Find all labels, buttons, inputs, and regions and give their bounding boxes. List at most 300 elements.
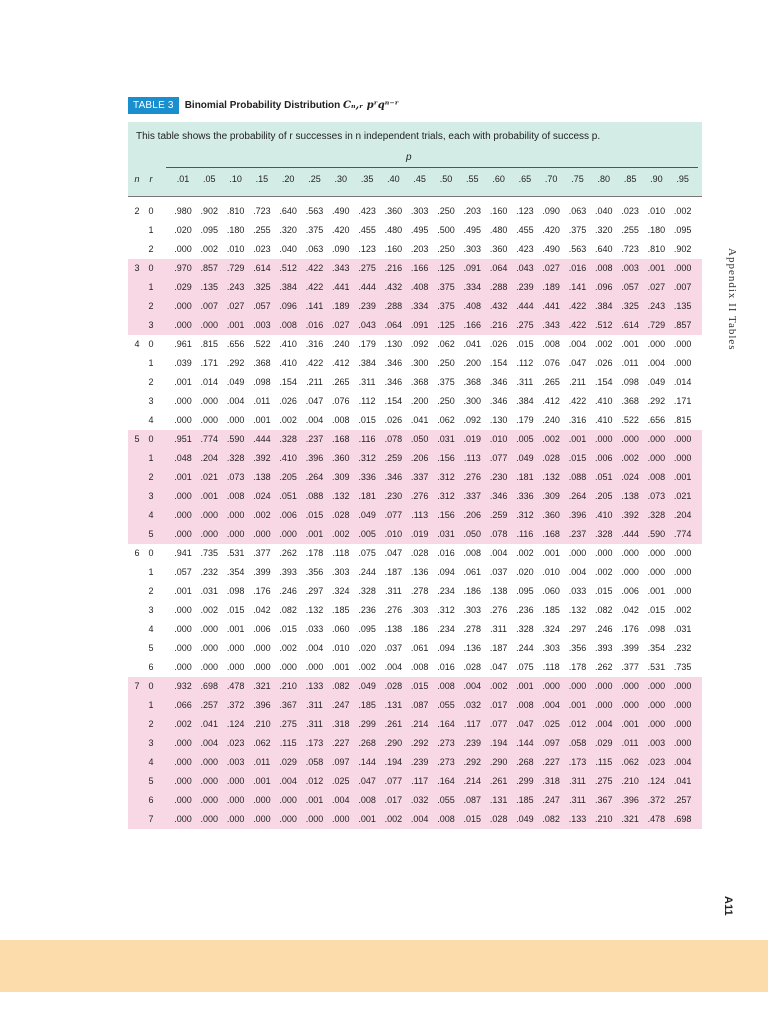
probability-cell: .000 bbox=[647, 453, 666, 463]
probability-cell: .259 bbox=[489, 510, 508, 520]
table-row bbox=[128, 468, 702, 487]
r-cell: 1 bbox=[148, 225, 154, 235]
probability-cell: .004 bbox=[568, 567, 587, 577]
probability-cell: .244 bbox=[358, 567, 376, 577]
probability-cell: .075 bbox=[358, 548, 376, 558]
probability-cell: .012 bbox=[305, 776, 324, 786]
probability-cell: .237 bbox=[305, 434, 324, 444]
probability-cell: .185 bbox=[358, 700, 376, 710]
probability-cell: .239 bbox=[410, 757, 429, 767]
probability-cell: .240 bbox=[542, 415, 560, 425]
probability-cell: .028 bbox=[542, 453, 560, 463]
probability-cell: .255 bbox=[253, 225, 271, 235]
probability-cell: .004 bbox=[647, 358, 666, 368]
probability-cell: .050 bbox=[410, 434, 429, 444]
probability-cell: .002 bbox=[174, 719, 192, 729]
probability-cell: .040 bbox=[279, 244, 297, 254]
probability-cell: .325 bbox=[621, 301, 639, 311]
probability-cell: .017 bbox=[384, 795, 403, 805]
probability-cell: .049 bbox=[358, 681, 376, 691]
probability-cell: .042 bbox=[253, 605, 271, 615]
probability-cell: .000 bbox=[673, 681, 692, 691]
probability-cell: .064 bbox=[489, 263, 508, 273]
probability-cell: .265 bbox=[332, 377, 350, 387]
probability-cell: .005 bbox=[358, 529, 376, 539]
probability-cell: .396 bbox=[305, 453, 324, 463]
probability-cell: .001 bbox=[200, 491, 219, 501]
probability-cell: .951 bbox=[174, 434, 192, 444]
probability-cell: .321 bbox=[621, 814, 639, 824]
probability-cell: .810 bbox=[226, 206, 245, 216]
probability-cell: .028 bbox=[410, 548, 429, 558]
probability-cell: .041 bbox=[410, 415, 429, 425]
header-rule bbox=[166, 167, 698, 168]
probability-cell: .723 bbox=[253, 206, 271, 216]
table-row bbox=[128, 772, 702, 791]
probability-cell: .011 bbox=[253, 396, 271, 406]
probability-cell: .041 bbox=[673, 776, 692, 786]
probability-cell: .000 bbox=[673, 434, 692, 444]
probability-cell: .214 bbox=[410, 719, 429, 729]
probability-cell: .058 bbox=[568, 738, 587, 748]
probability-cell: .047 bbox=[384, 548, 403, 558]
probability-cell: .311 bbox=[384, 586, 402, 596]
probability-cell: .346 bbox=[384, 358, 403, 368]
probability-cell: .027 bbox=[647, 282, 666, 292]
probability-cell: .001 bbox=[305, 795, 324, 805]
r-cell: 4 bbox=[148, 624, 154, 634]
probability-cell: .312 bbox=[437, 605, 455, 615]
probability-cell: .029 bbox=[174, 282, 192, 292]
probability-cell: .124 bbox=[647, 776, 666, 786]
r-cell: 3 bbox=[148, 605, 154, 615]
probability-cell: .042 bbox=[621, 605, 639, 615]
probability-cell: .031 bbox=[200, 586, 219, 596]
probability-cell: .303 bbox=[410, 605, 429, 615]
probability-cell: .396 bbox=[568, 510, 587, 520]
probability-cell: .000 bbox=[253, 662, 271, 672]
probability-cell: .300 bbox=[463, 396, 482, 406]
p-column-header: .80 bbox=[597, 174, 611, 184]
probability-cell: .422 bbox=[568, 301, 587, 311]
probability-cell: .098 bbox=[647, 624, 666, 634]
probability-cell: .000 bbox=[200, 662, 219, 672]
probability-cell: .008 bbox=[358, 795, 376, 805]
probability-cell: .309 bbox=[542, 491, 560, 501]
probability-cell: .368 bbox=[621, 396, 639, 406]
probability-cell: .698 bbox=[200, 681, 219, 691]
probability-cell: .478 bbox=[226, 681, 245, 691]
probability-cell: .490 bbox=[332, 206, 350, 216]
p-column-header: .75 bbox=[571, 174, 584, 184]
probability-cell: .078 bbox=[384, 434, 403, 444]
probability-cell: .194 bbox=[384, 757, 403, 767]
probability-cell: .396 bbox=[253, 700, 271, 710]
probability-cell: .328 bbox=[226, 453, 245, 463]
probability-cell: .063 bbox=[568, 206, 587, 216]
probability-cell: .000 bbox=[621, 567, 639, 577]
probability-cell: .311 bbox=[306, 719, 323, 729]
probability-cell: .410 bbox=[279, 339, 297, 349]
probability-cell: .043 bbox=[358, 320, 376, 330]
probability-cell: .006 bbox=[279, 510, 297, 520]
r-cell: 2 bbox=[148, 301, 154, 311]
probability-cell: .455 bbox=[516, 225, 534, 235]
probability-cell: .166 bbox=[463, 320, 482, 330]
probability-cell: .423 bbox=[516, 244, 534, 254]
table-row bbox=[128, 411, 702, 430]
r-cell: 6 bbox=[148, 662, 154, 672]
probability-cell: .000 bbox=[174, 396, 192, 406]
probability-cell: .094 bbox=[437, 567, 455, 577]
table-title-text: Binomial Probability Distribution bbox=[184, 99, 341, 111]
probability-cell: .043 bbox=[516, 263, 534, 273]
probability-cell: .051 bbox=[279, 491, 297, 501]
probability-cell: .097 bbox=[542, 738, 560, 748]
n-cell: 7 bbox=[134, 681, 140, 691]
probability-cell: .028 bbox=[489, 814, 508, 824]
probability-cell: .057 bbox=[174, 567, 192, 577]
probability-cell: .028 bbox=[384, 681, 403, 691]
probability-cell: .002 bbox=[621, 453, 639, 463]
probability-cell: .000 bbox=[226, 643, 245, 653]
probability-cell: .200 bbox=[463, 358, 482, 368]
probability-cell: .410 bbox=[279, 358, 297, 368]
probability-cell: .006 bbox=[595, 453, 613, 463]
table-row bbox=[128, 791, 702, 810]
probability-cell: .000 bbox=[200, 396, 219, 406]
table-row bbox=[128, 373, 702, 392]
probability-cell: .015 bbox=[226, 605, 245, 615]
probability-cell: .003 bbox=[253, 320, 271, 330]
probability-cell: .096 bbox=[279, 301, 297, 311]
probability-cell: .125 bbox=[437, 320, 455, 330]
probability-cell: .023 bbox=[621, 206, 639, 216]
probability-cell: .008 bbox=[437, 814, 455, 824]
table-row bbox=[128, 620, 702, 639]
table-row bbox=[128, 297, 702, 316]
probability-cell: .356 bbox=[568, 643, 587, 653]
probability-cell: .563 bbox=[305, 206, 324, 216]
probability-cell: .154 bbox=[279, 377, 297, 387]
probability-cell: .021 bbox=[673, 491, 692, 501]
probability-cell: .131 bbox=[489, 795, 508, 805]
probability-cell: .360 bbox=[384, 206, 403, 216]
probability-cell: .276 bbox=[410, 491, 429, 501]
probability-cell: .189 bbox=[542, 282, 560, 292]
probability-cell: .021 bbox=[200, 472, 219, 482]
probability-cell: .076 bbox=[332, 396, 350, 406]
p-label: p bbox=[406, 152, 412, 163]
probability-cell: .303 bbox=[463, 244, 482, 254]
probability-cell: .058 bbox=[305, 757, 324, 767]
probability-cell: .000 bbox=[174, 529, 192, 539]
probability-cell: .187 bbox=[384, 567, 403, 577]
table-row bbox=[128, 278, 702, 297]
probability-cell: .087 bbox=[410, 700, 429, 710]
probability-cell: .444 bbox=[621, 529, 639, 539]
probability-cell: .112 bbox=[358, 396, 376, 406]
p-column-header: .90 bbox=[650, 174, 663, 184]
probability-cell: .265 bbox=[542, 377, 560, 387]
probability-cell: .640 bbox=[279, 206, 297, 216]
p-column-header: .25 bbox=[308, 174, 321, 184]
probability-cell: .000 bbox=[200, 757, 219, 767]
probability-cell: .008 bbox=[542, 339, 560, 349]
probability-cell: .204 bbox=[200, 453, 219, 463]
probability-cell: .297 bbox=[305, 586, 324, 596]
probability-cell: .016 bbox=[437, 548, 455, 558]
probability-cell: .346 bbox=[384, 377, 403, 387]
probability-cell: .432 bbox=[489, 301, 508, 311]
probability-cell: .123 bbox=[358, 244, 376, 254]
probability-cell: .214 bbox=[463, 776, 482, 786]
header-bottom-rule bbox=[128, 196, 702, 197]
probability-cell: .168 bbox=[332, 434, 350, 444]
probability-cell: .138 bbox=[489, 586, 508, 596]
probability-cell: .312 bbox=[437, 491, 455, 501]
probability-cell: .000 bbox=[253, 814, 271, 824]
probability-cell: .312 bbox=[516, 510, 534, 520]
probability-cell: .000 bbox=[174, 662, 192, 672]
table-row bbox=[128, 392, 702, 411]
probability-cell: .020 bbox=[516, 567, 534, 577]
table-row bbox=[128, 639, 702, 658]
probability-cell: .278 bbox=[410, 586, 429, 596]
probability-cell: .088 bbox=[568, 472, 587, 482]
probability-cell: .033 bbox=[305, 624, 324, 634]
r-cell: 2 bbox=[148, 244, 154, 254]
probability-cell: .275 bbox=[358, 263, 376, 273]
probability-cell: .000 bbox=[174, 510, 192, 520]
probability-cell: .194 bbox=[489, 738, 508, 748]
probability-cell: .420 bbox=[542, 225, 560, 235]
p-column-header: .50 bbox=[439, 174, 453, 184]
p-column-header: .65 bbox=[518, 174, 532, 184]
probability-cell: .276 bbox=[463, 472, 482, 482]
probability-cell: .061 bbox=[463, 567, 482, 577]
probability-cell: .010 bbox=[384, 529, 403, 539]
probability-cell: .392 bbox=[621, 510, 639, 520]
probability-cell: .857 bbox=[200, 263, 219, 273]
probability-cell: .173 bbox=[568, 757, 587, 767]
probability-cell: .000 bbox=[174, 643, 192, 653]
probability-cell: .303 bbox=[410, 206, 429, 216]
probability-cell: .232 bbox=[673, 643, 692, 653]
probability-cell: .002 bbox=[673, 605, 692, 615]
probability-cell: .000 bbox=[305, 662, 324, 672]
probability-cell: .000 bbox=[174, 244, 192, 254]
probability-cell: .004 bbox=[489, 548, 508, 558]
probability-cell: .095 bbox=[200, 225, 219, 235]
r-cell: 2 bbox=[148, 586, 154, 596]
probability-cell: .008 bbox=[647, 472, 666, 482]
probability-cell: .328 bbox=[516, 624, 534, 634]
probability-cell: .393 bbox=[595, 643, 613, 653]
probability-cell: .096 bbox=[595, 282, 613, 292]
probability-cell: .095 bbox=[516, 586, 534, 596]
r-cell: 4 bbox=[148, 415, 154, 425]
p-column-header: .70 bbox=[544, 174, 558, 184]
r-cell: 3 bbox=[148, 320, 154, 330]
probability-cell: .000 bbox=[174, 795, 192, 805]
probability-cell: .037 bbox=[489, 567, 508, 577]
probability-cell: .203 bbox=[463, 206, 482, 216]
probability-cell: .001 bbox=[226, 320, 245, 330]
r-cell: 2 bbox=[148, 472, 154, 482]
probability-cell: .408 bbox=[463, 301, 482, 311]
probability-cell: .243 bbox=[647, 301, 666, 311]
probability-cell: .049 bbox=[358, 510, 376, 520]
probability-cell: .290 bbox=[384, 738, 403, 748]
probability-cell: .441 bbox=[332, 282, 350, 292]
table-row bbox=[128, 563, 702, 582]
probability-cell: .000 bbox=[647, 700, 666, 710]
probability-cell: .902 bbox=[673, 244, 692, 254]
table-row bbox=[128, 487, 702, 506]
probability-cell: .000 bbox=[253, 529, 271, 539]
probability-cell: .025 bbox=[332, 776, 350, 786]
probability-cell: .001 bbox=[542, 548, 560, 558]
r-cell: 5 bbox=[148, 776, 154, 786]
probability-cell: .000 bbox=[673, 358, 692, 368]
n-cell: 5 bbox=[134, 434, 140, 444]
probability-cell: .048 bbox=[174, 453, 192, 463]
probability-cell: .211 bbox=[569, 377, 586, 387]
probability-cell: .001 bbox=[174, 586, 192, 596]
table-row bbox=[128, 316, 702, 335]
table-row bbox=[128, 658, 702, 677]
probability-cell: .000 bbox=[305, 814, 324, 824]
probability-cell: .000 bbox=[673, 719, 692, 729]
probability-cell: .006 bbox=[253, 624, 271, 634]
probability-cell: .000 bbox=[647, 548, 666, 558]
probability-cell: .132 bbox=[332, 491, 350, 501]
p-column-header: .35 bbox=[360, 174, 374, 184]
probability-cell: .001 bbox=[647, 586, 666, 596]
r-cell: 0 bbox=[148, 339, 154, 349]
probability-cell: .020 bbox=[358, 643, 376, 653]
probability-cell: .230 bbox=[384, 491, 403, 501]
probability-cell: .002 bbox=[358, 662, 376, 672]
probability-cell: .337 bbox=[463, 491, 482, 501]
probability-cell: .346 bbox=[384, 472, 403, 482]
probability-cell: .001 bbox=[621, 719, 639, 729]
probability-cell: .004 bbox=[463, 681, 482, 691]
r-cell: 0 bbox=[148, 548, 154, 558]
probability-cell: .396 bbox=[621, 795, 639, 805]
probability-cell: .001 bbox=[226, 624, 245, 634]
probability-cell: .095 bbox=[358, 624, 376, 634]
probability-cell: .216 bbox=[384, 263, 403, 273]
probability-cell: .656 bbox=[226, 339, 245, 349]
probability-cell: .318 bbox=[542, 776, 560, 786]
probability-cell: .015 bbox=[647, 605, 666, 615]
side-label: Appendix II Tables bbox=[726, 248, 738, 351]
probability-cell: .176 bbox=[253, 586, 271, 596]
probability-cell: .003 bbox=[647, 738, 666, 748]
probability-cell: .243 bbox=[226, 282, 245, 292]
probability-cell: .735 bbox=[200, 548, 219, 558]
probability-cell: .211 bbox=[306, 377, 323, 387]
probability-cell: .255 bbox=[621, 225, 639, 235]
probability-cell: .000 bbox=[174, 491, 192, 501]
probability-cell: .410 bbox=[595, 415, 613, 425]
probability-cell: .091 bbox=[463, 263, 482, 273]
table-row bbox=[128, 525, 702, 544]
probability-cell: .002 bbox=[595, 567, 613, 577]
probability-cell: .026 bbox=[384, 415, 403, 425]
probability-cell: .408 bbox=[410, 282, 429, 292]
probability-cell: .136 bbox=[410, 567, 429, 577]
probability-cell: .001 bbox=[358, 814, 376, 824]
probability-cell: .276 bbox=[384, 605, 403, 615]
probability-cell: .000 bbox=[226, 795, 245, 805]
r-cell: 4 bbox=[148, 510, 154, 520]
probability-cell: .384 bbox=[358, 358, 376, 368]
probability-cell: .444 bbox=[253, 434, 271, 444]
probability-cell: .500 bbox=[437, 225, 455, 235]
probability-cell: .186 bbox=[463, 586, 482, 596]
probability-cell: .300 bbox=[410, 358, 429, 368]
probability-cell: .144 bbox=[516, 738, 534, 748]
probability-cell: .262 bbox=[595, 662, 613, 672]
probability-cell: .026 bbox=[489, 339, 508, 349]
probability-cell: .273 bbox=[437, 757, 455, 767]
table-row bbox=[128, 202, 702, 221]
probability-cell: .495 bbox=[463, 225, 482, 235]
probability-cell: .246 bbox=[595, 624, 613, 634]
probability-cell: .020 bbox=[174, 225, 192, 235]
probability-cell: .000 bbox=[174, 624, 192, 634]
probability-cell: .002 bbox=[253, 510, 271, 520]
probability-cell: .001 bbox=[174, 472, 192, 482]
probability-cell: .324 bbox=[332, 586, 350, 596]
probability-cell: .000 bbox=[200, 795, 219, 805]
probability-cell: .031 bbox=[437, 529, 455, 539]
probability-cell: .171 bbox=[200, 358, 219, 368]
probability-cell: .354 bbox=[647, 643, 666, 653]
probability-cell: .000 bbox=[174, 605, 192, 615]
probability-cell: .077 bbox=[384, 776, 403, 786]
probability-cell: .000 bbox=[647, 681, 666, 691]
r-cell: 6 bbox=[148, 795, 154, 805]
probability-cell: .178 bbox=[305, 548, 324, 558]
probability-cell: .000 bbox=[253, 795, 271, 805]
probability-cell: .000 bbox=[279, 529, 297, 539]
probability-cell: .060 bbox=[542, 586, 560, 596]
probability-cell: .698 bbox=[673, 814, 692, 824]
probability-cell: .257 bbox=[200, 700, 219, 710]
probability-cell: .019 bbox=[463, 434, 482, 444]
probability-cell: .239 bbox=[516, 282, 534, 292]
probability-cell: .480 bbox=[489, 225, 508, 235]
probability-cell: .178 bbox=[568, 662, 587, 672]
probability-cell: .531 bbox=[647, 662, 666, 672]
probability-cell: .029 bbox=[279, 757, 297, 767]
probability-cell: .590 bbox=[226, 434, 245, 444]
probability-cell: .422 bbox=[568, 320, 587, 330]
probability-cell: .203 bbox=[410, 244, 429, 254]
probability-cell: .116 bbox=[358, 434, 376, 444]
probability-cell: .095 bbox=[673, 225, 692, 235]
table-row bbox=[128, 753, 702, 772]
probability-cell: .656 bbox=[647, 415, 666, 425]
probability-cell: .384 bbox=[595, 301, 613, 311]
probability-cell: .247 bbox=[332, 700, 350, 710]
probability-cell: .087 bbox=[463, 795, 482, 805]
probability-cell: .063 bbox=[305, 244, 324, 254]
